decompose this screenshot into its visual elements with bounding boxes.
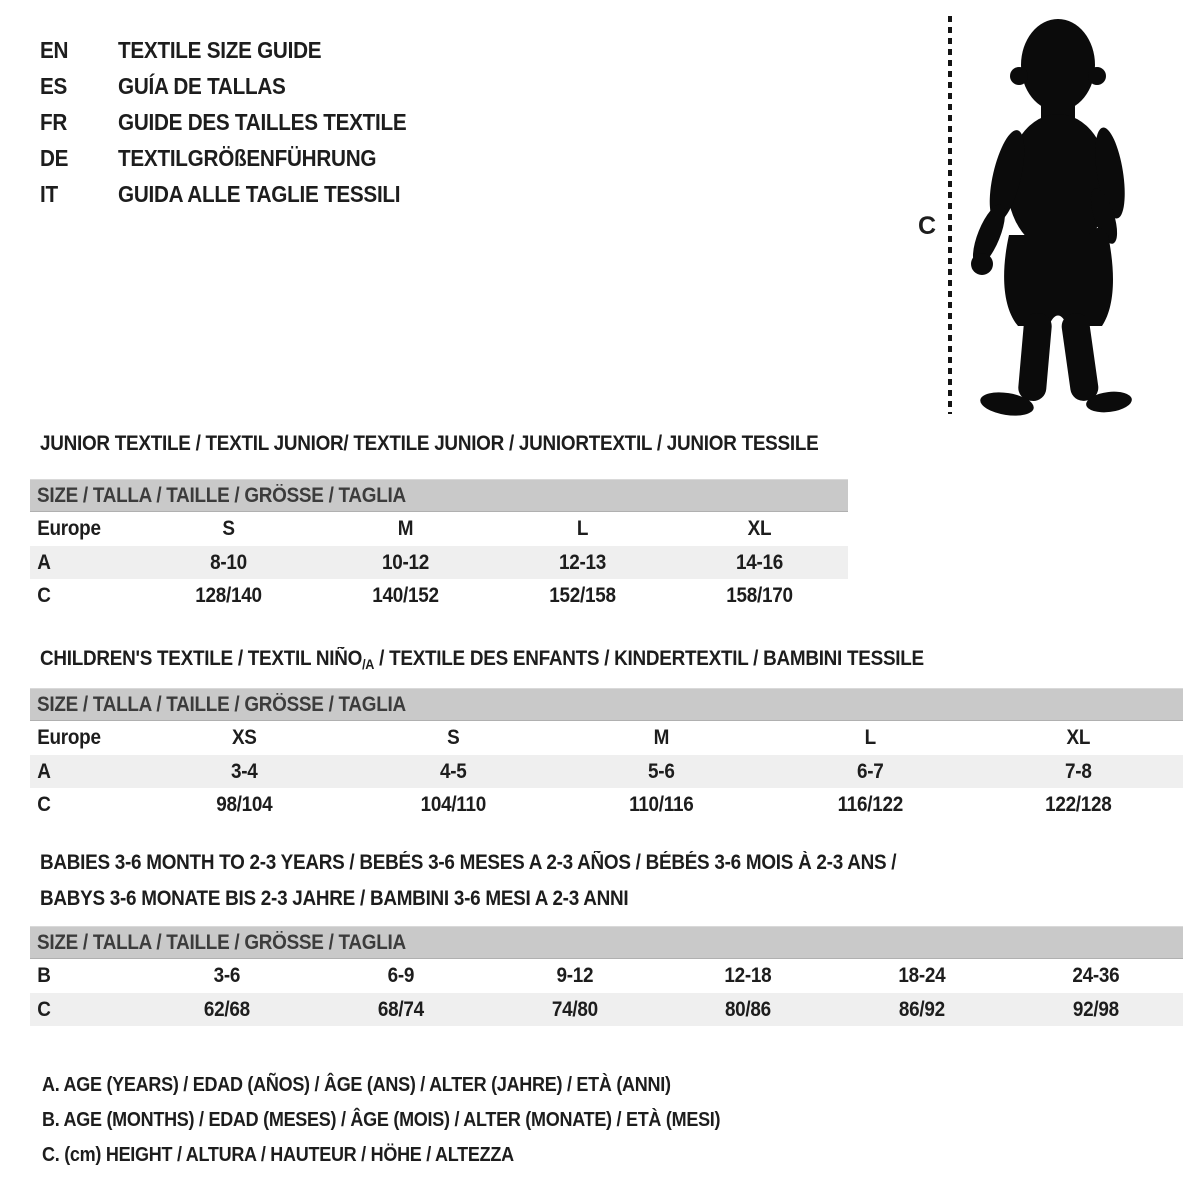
cell-value: S [222,517,235,540]
section-heading-junior: JUNIOR TEXTILE / TEXTIL JUNIOR/ TEXTILE JUNIOR / JUNIORTEXTIL / JUNIOR TESSILE [40,432,819,455]
language-title: TEXTILGRÖßENFÜHRUNG [118,145,377,171]
language-title: GUÍA DE TALLAS [118,73,286,99]
row-label: C [37,998,51,1021]
language-row [40,68,439,104]
cell-value: 152/158 [549,584,616,607]
row-label: C [37,584,51,607]
language-code: DE [40,145,69,171]
legend-line: A. AGE (YEARS) / EDAD (AÑOS) / ÂGE (ANS) / ALTER (JAHRE) / ETÀ (ANNI) [42,1074,671,1096]
cell-value: 9-12 [556,964,593,987]
size-table-babies [30,926,1183,1026]
cell-value: 12-13 [559,551,606,574]
cell-value: 158/170 [726,584,793,607]
size-table-junior [30,479,848,612]
cell-value: 10-12 [382,551,429,574]
section-heading-babies: BABIES 3-6 MONTH TO 2-3 YEARS / BEBÉS 3-6 MESES A 2-3 AÑOS / BÉBÉS 3-6 MOIS À 2-3 ANS / BABYS 3-6 MONATE BIS 2-3 JAHRE / BAMBINI 3-6 MESI A 2-3 ANNI [40,851,897,910]
cell-value: M [397,517,414,540]
cell-value: 116/122 [837,793,903,816]
table-row [30,959,1183,993]
size-table-header: SIZE / TALLA / TAILLE / GRÖSSE / TAGLIA [30,926,1183,959]
cell-value: 140/152 [372,584,439,607]
language-title: TEXTILE SIZE GUIDE [118,37,322,63]
cell-value: 4-5 [439,760,467,783]
cell-value: 128/140 [195,584,262,607]
cell-value: 14-16 [736,551,783,574]
cell-value: 6-9 [387,964,414,987]
language-title: GUIDE DES TAILLES TEXTILE [118,109,407,135]
cell-value: 18-24 [898,964,946,987]
heading-subscript: /A [362,656,375,672]
silhouette-shape [966,19,1133,418]
cell-value: M [653,726,670,749]
cell-value: 122/128 [1045,793,1112,816]
cell-value: 3-4 [231,760,258,783]
language-title-list [40,32,439,212]
table-row [30,721,1183,755]
cell-value: XL [747,517,772,540]
row-label: C [37,793,51,816]
cell-value: 68/74 [377,998,424,1021]
language-code: EN [40,37,69,63]
row-label: A [37,551,51,574]
language-title: GUIDA ALLE TAGLIE TESSILI [118,181,401,207]
legend-line: B. AGE (MONTHS) / EDAD (MESES) / ÂGE (MOIS) / ALTER (MONATE) / ETÀ (MESI) [42,1109,721,1131]
cell-value: 86/92 [899,998,946,1021]
cell-value: 12-18 [724,964,772,987]
size-table-header: SIZE / TALLA / TAILLE / GRÖSSE / TAGLIA [30,688,1183,721]
cell-value: 92/98 [1073,998,1120,1021]
height-measure-dashed-line [948,16,952,414]
cell-value: XS [231,726,257,749]
legend-line: C. (cm) HEIGHT / ALTURA / HAUTEUR / HÖHE / ALTEZZA [42,1144,514,1166]
table-row [30,512,848,546]
cell-value: 62/68 [203,998,250,1021]
table-row [30,755,1183,788]
cell-value: XL [1066,726,1091,749]
cell-value: 8-10 [210,551,247,574]
legend [42,1068,796,1173]
language-row [40,176,439,212]
cell-value: 6-7 [856,760,884,783]
table-row [30,788,1183,821]
language-row [40,104,439,140]
height-measure-label: C [918,212,937,240]
language-code: ES [40,73,68,99]
cell-value: 5-6 [648,760,675,783]
size-table-header: SIZE / TALLA / TAILLE / GRÖSSE / TAGLIA [30,479,848,512]
cell-value: 98/104 [216,793,273,816]
language-row [40,32,439,68]
cell-value: L [864,726,876,749]
row-label: B [37,964,51,987]
cell-value: 104/110 [420,793,486,816]
cell-value: 110/116 [629,793,694,816]
cell-value: 24-36 [1072,964,1120,987]
cell-value: 74/80 [551,998,598,1021]
row-label: Europe [37,517,101,540]
table-row [30,546,848,579]
cell-value: 80/86 [725,998,772,1021]
row-label: A [37,760,51,783]
cell-value: S [446,726,460,749]
section-heading-children: CHILDREN'S TEXTILE / TEXTIL NIÑO/A / TEXTILE DES ENFANTS / KINDERTEXTIL / BAMBINI TESSILE [40,647,924,672]
cell-value: 7-8 [1065,760,1092,783]
size-table-children [30,688,1183,821]
row-label: Europe [37,726,101,749]
table-row [30,993,1183,1026]
language-code: IT [40,181,58,207]
table-row [30,579,848,612]
cell-value: 3-6 [213,964,241,987]
baby-silhouette [963,13,1141,418]
cell-value: L [576,517,589,540]
language-code: FR [40,109,68,135]
language-row [40,140,439,176]
